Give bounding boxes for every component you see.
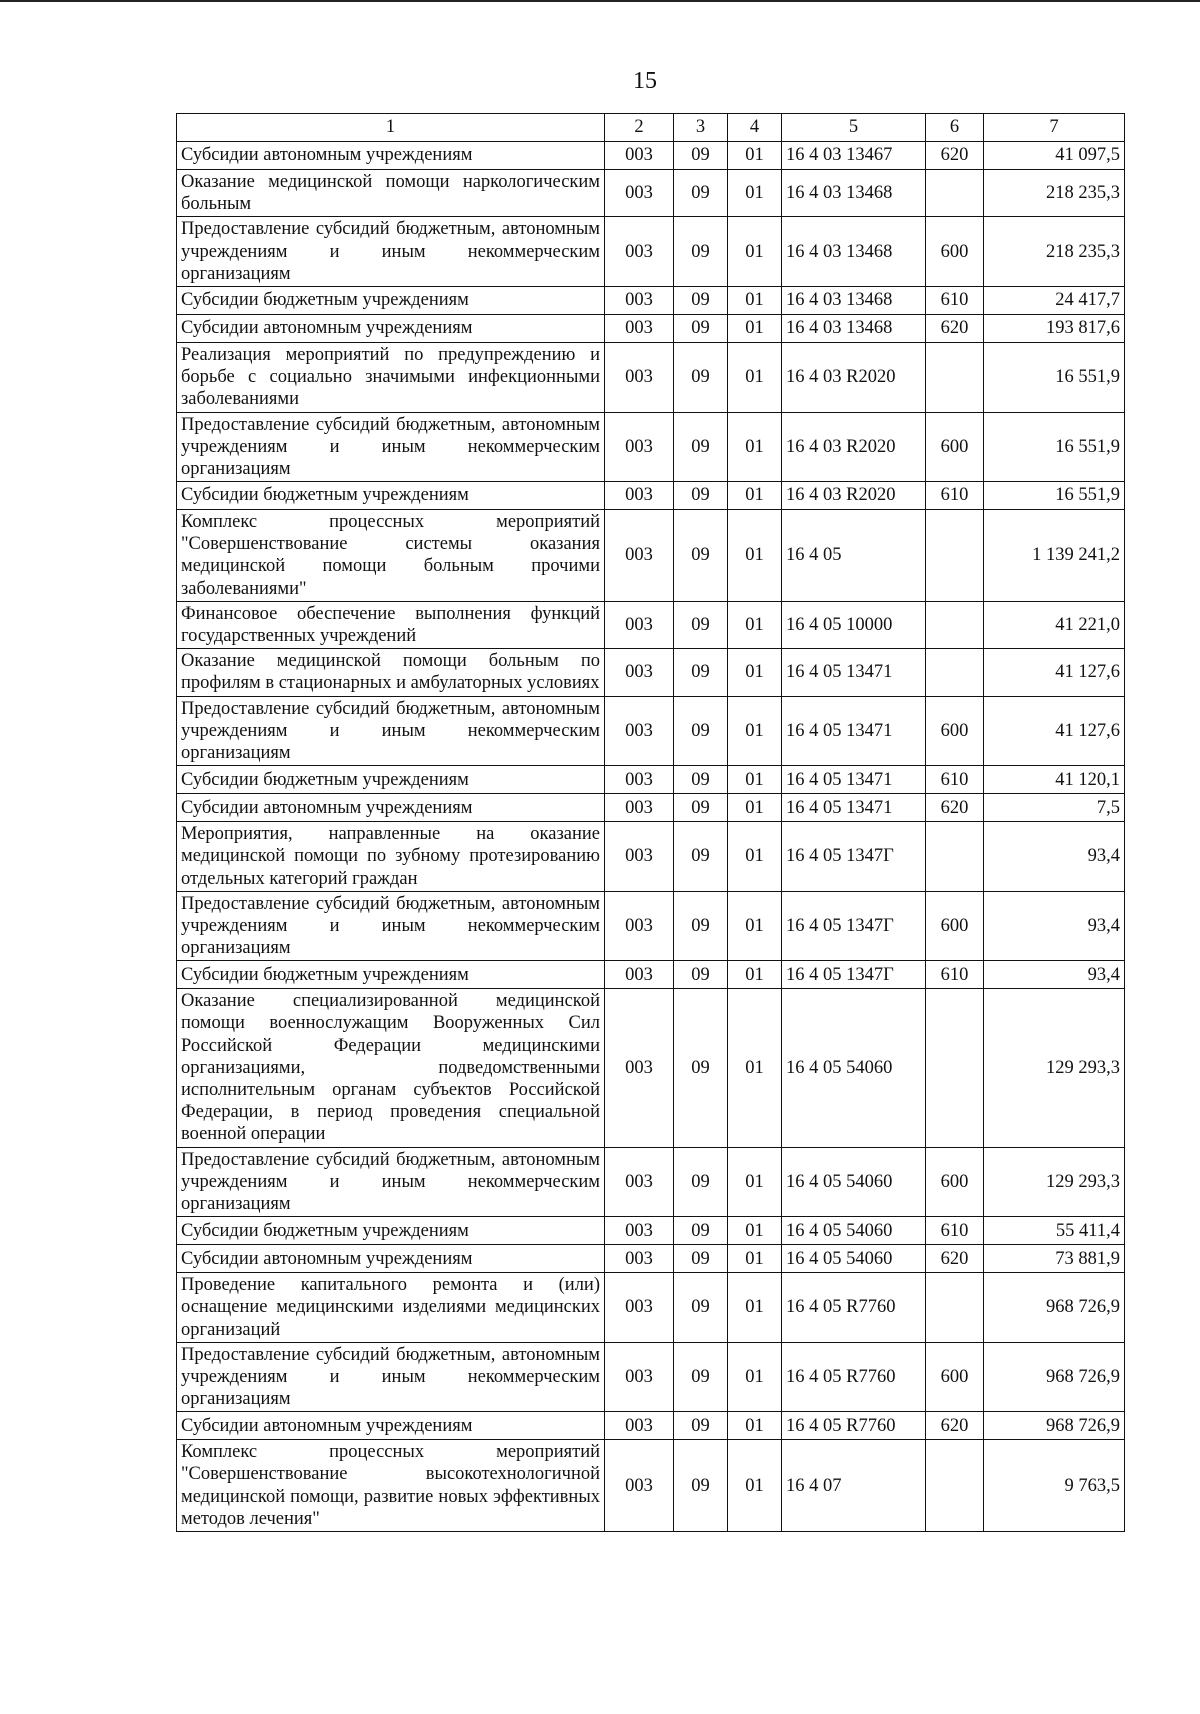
top-border-line xyxy=(0,0,1200,2)
row-col2-cell: 003 xyxy=(605,170,674,217)
table-row xyxy=(177,1412,1125,1440)
table-row xyxy=(177,1440,1125,1532)
row-col3-cell: 09 xyxy=(674,170,728,217)
row-col4-cell: 01 xyxy=(728,1342,782,1412)
row-col2-cell: 003 xyxy=(605,961,674,989)
row-amount-cell: 7,5 xyxy=(984,794,1125,822)
row-name-cell: Предоставление субсидий бюджетным, автономным учреждениям и иным некоммерческим организациям xyxy=(177,1147,605,1217)
row-col4-cell: 01 xyxy=(728,891,782,961)
row-col3-cell: 09 xyxy=(674,1217,728,1245)
row-col6-cell xyxy=(926,1440,984,1532)
row-code-cell: 16 4 03 13468 xyxy=(782,314,926,342)
row-name-cell: Субсидии автономным учреждениям xyxy=(177,794,605,822)
row-code-cell: 16 4 05 1347Г xyxy=(782,822,926,892)
table-row xyxy=(177,766,1125,794)
table-row xyxy=(177,217,1125,287)
row-col4-cell: 01 xyxy=(728,601,782,648)
row-col4-cell: 01 xyxy=(728,170,782,217)
row-col3-cell: 09 xyxy=(674,1147,728,1217)
row-col6-cell: 610 xyxy=(926,1217,984,1245)
column-header: 7 xyxy=(984,114,1125,142)
row-code-cell: 16 4 05 54060 xyxy=(782,989,926,1147)
row-col6-cell: 600 xyxy=(926,891,984,961)
row-col4-cell: 01 xyxy=(728,142,782,170)
row-col4-cell: 01 xyxy=(728,510,782,602)
row-col4-cell: 01 xyxy=(728,1245,782,1273)
row-name-cell: Субсидии бюджетным учреждениям xyxy=(177,286,605,314)
row-col3-cell: 09 xyxy=(674,142,728,170)
row-col3-cell: 09 xyxy=(674,794,728,822)
row-col4-cell: 01 xyxy=(728,314,782,342)
row-col2-cell: 003 xyxy=(605,601,674,648)
row-col4-cell: 01 xyxy=(728,766,782,794)
table-row xyxy=(177,510,1125,602)
row-code-cell: 16 4 03 13468 xyxy=(782,286,926,314)
row-col3-cell: 09 xyxy=(674,822,728,892)
row-amount-cell: 93,4 xyxy=(984,961,1125,989)
row-name-cell: Субсидии автономным учреждениям xyxy=(177,1245,605,1273)
row-code-cell: 16 4 03 13467 xyxy=(782,142,926,170)
row-amount-cell: 55 411,4 xyxy=(984,1217,1125,1245)
row-col2-cell: 003 xyxy=(605,1147,674,1217)
row-col6-cell xyxy=(926,649,984,696)
row-amount-cell: 41 120,1 xyxy=(984,766,1125,794)
row-col4-cell: 01 xyxy=(728,1217,782,1245)
table-row xyxy=(177,794,1125,822)
row-col3-cell: 09 xyxy=(674,601,728,648)
table-row xyxy=(177,342,1125,412)
column-header: 3 xyxy=(674,114,728,142)
table-row xyxy=(177,412,1125,482)
column-header: 1 xyxy=(177,114,605,142)
budget-table xyxy=(176,113,1125,1532)
row-amount-cell: 218 235,3 xyxy=(984,170,1125,217)
row-col4-cell: 01 xyxy=(728,822,782,892)
row-amount-cell: 16 551,9 xyxy=(984,482,1125,510)
row-name-cell: Предоставление субсидий бюджетным, автономным учреждениям и иным некоммерческим организациям xyxy=(177,696,605,766)
row-code-cell: 16 4 03 R2020 xyxy=(782,482,926,510)
row-col2-cell: 003 xyxy=(605,891,674,961)
row-name-cell: Комплекс процессных мероприятий "Совершенствование системы оказания медицинской помощи больным прочими заболеваниями" xyxy=(177,510,605,602)
row-code-cell: 16 4 03 13468 xyxy=(782,217,926,287)
row-col4-cell: 01 xyxy=(728,482,782,510)
table-row xyxy=(177,696,1125,766)
row-name-cell: Предоставление субсидий бюджетным, автономным учреждениям и иным некоммерческим организациям xyxy=(177,217,605,287)
row-amount-cell: 41 127,6 xyxy=(984,649,1125,696)
row-amount-cell: 968 726,9 xyxy=(984,1412,1125,1440)
row-col6-cell: 600 xyxy=(926,696,984,766)
row-col6-cell: 620 xyxy=(926,142,984,170)
row-code-cell: 16 4 03 13468 xyxy=(782,170,926,217)
table-row xyxy=(177,649,1125,696)
row-amount-cell: 73 881,9 xyxy=(984,1245,1125,1273)
row-amount-cell: 16 551,9 xyxy=(984,342,1125,412)
table-body xyxy=(177,142,1125,1532)
table-row xyxy=(177,1342,1125,1412)
row-col2-cell: 003 xyxy=(605,142,674,170)
row-name-cell: Оказание медицинской помощи больным по профилям в стационарных и амбулаторных условиях xyxy=(177,649,605,696)
table-header-row xyxy=(177,114,1125,142)
row-col2-cell: 003 xyxy=(605,510,674,602)
row-col2-cell: 003 xyxy=(605,1245,674,1273)
row-col3-cell: 09 xyxy=(674,286,728,314)
row-col3-cell: 09 xyxy=(674,482,728,510)
row-col4-cell: 01 xyxy=(728,1440,782,1532)
row-col6-cell: 610 xyxy=(926,482,984,510)
row-col2-cell: 003 xyxy=(605,696,674,766)
row-col6-cell: 620 xyxy=(926,1412,984,1440)
row-col6-cell: 610 xyxy=(926,286,984,314)
row-name-cell: Оказание специализированной медицинской помощи военнослужащим Вооруженных Сил Российской Федерации медицинскими организациями, подведомственными исполнительным органам субъектов Российской Федерации, в период проведения специальной военной операции xyxy=(177,989,605,1147)
row-amount-cell: 93,4 xyxy=(984,822,1125,892)
row-col4-cell: 01 xyxy=(728,1412,782,1440)
row-col2-cell: 003 xyxy=(605,1273,674,1343)
row-col6-cell: 620 xyxy=(926,794,984,822)
row-amount-cell: 9 763,5 xyxy=(984,1440,1125,1532)
row-col2-cell: 003 xyxy=(605,822,674,892)
row-col4-cell: 01 xyxy=(728,696,782,766)
row-col2-cell: 003 xyxy=(605,766,674,794)
table-row xyxy=(177,1245,1125,1273)
row-amount-cell: 93,4 xyxy=(984,891,1125,961)
row-col2-cell: 003 xyxy=(605,649,674,696)
table-row xyxy=(177,961,1125,989)
row-col2-cell: 003 xyxy=(605,1342,674,1412)
table-row xyxy=(177,891,1125,961)
row-name-cell: Оказание медицинской помощи наркологическим больным xyxy=(177,170,605,217)
row-code-cell: 16 4 05 1347Г xyxy=(782,961,926,989)
row-col2-cell: 003 xyxy=(605,217,674,287)
row-name-cell: Предоставление субсидий бюджетным, автономным учреждениям и иным некоммерческим организациям xyxy=(177,412,605,482)
row-amount-cell: 968 726,9 xyxy=(984,1342,1125,1412)
column-header: 2 xyxy=(605,114,674,142)
row-code-cell: 16 4 03 R2020 xyxy=(782,412,926,482)
row-code-cell: 16 4 05 13471 xyxy=(782,766,926,794)
row-amount-cell: 41 221,0 xyxy=(984,601,1125,648)
table-row xyxy=(177,822,1125,892)
table-row xyxy=(177,601,1125,648)
row-code-cell: 16 4 05 1347Г xyxy=(782,891,926,961)
row-code-cell: 16 4 05 R7760 xyxy=(782,1412,926,1440)
row-col6-cell xyxy=(926,989,984,1147)
row-amount-cell: 968 726,9 xyxy=(984,1273,1125,1343)
row-code-cell: 16 4 05 10000 xyxy=(782,601,926,648)
row-name-cell: Субсидии бюджетным учреждениям xyxy=(177,766,605,794)
row-col2-cell: 003 xyxy=(605,314,674,342)
row-code-cell: 16 4 05 R7760 xyxy=(782,1273,926,1343)
row-col2-cell: 003 xyxy=(605,1440,674,1532)
row-name-cell: Субсидии бюджетным учреждениям xyxy=(177,1217,605,1245)
table-row xyxy=(177,989,1125,1147)
table-row xyxy=(177,1147,1125,1217)
row-code-cell: 16 4 05 xyxy=(782,510,926,602)
row-amount-cell: 129 293,3 xyxy=(984,989,1125,1147)
row-name-cell: Реализация мероприятий по предупреждению и борьбе с социально значимыми инфекционными заболеваниями xyxy=(177,342,605,412)
row-col2-cell: 003 xyxy=(605,1412,674,1440)
row-col6-cell xyxy=(926,510,984,602)
row-amount-cell: 24 417,7 xyxy=(984,286,1125,314)
row-col3-cell: 09 xyxy=(674,989,728,1147)
row-name-cell: Комплекс процессных мероприятий "Совершенствование высокотехнологичной медицинской помощи, развитие новых эффективных методов лечения" xyxy=(177,1440,605,1532)
row-col4-cell: 01 xyxy=(728,989,782,1147)
row-amount-cell: 41 127,6 xyxy=(984,696,1125,766)
row-col4-cell: 01 xyxy=(728,794,782,822)
row-name-cell: Предоставление субсидий бюджетным, автономным учреждениям и иным некоммерческим организациям xyxy=(177,1342,605,1412)
row-col6-cell: 600 xyxy=(926,412,984,482)
column-header: 5 xyxy=(782,114,926,142)
row-col3-cell: 09 xyxy=(674,412,728,482)
row-name-cell: Субсидии бюджетным учреждениям xyxy=(177,961,605,989)
row-col6-cell: 620 xyxy=(926,1245,984,1273)
row-col6-cell: 600 xyxy=(926,1147,984,1217)
row-col2-cell: 003 xyxy=(605,1217,674,1245)
row-col3-cell: 09 xyxy=(674,1245,728,1273)
row-col6-cell xyxy=(926,342,984,412)
row-col3-cell: 09 xyxy=(674,342,728,412)
row-col3-cell: 09 xyxy=(674,510,728,602)
row-col6-cell xyxy=(926,1273,984,1343)
column-header: 6 xyxy=(926,114,984,142)
row-col2-cell: 003 xyxy=(605,286,674,314)
row-col6-cell xyxy=(926,170,984,217)
row-col3-cell: 09 xyxy=(674,1412,728,1440)
row-col2-cell: 003 xyxy=(605,482,674,510)
row-name-cell: Субсидии автономным учреждениям xyxy=(177,142,605,170)
row-col3-cell: 09 xyxy=(674,649,728,696)
row-code-cell: 16 4 05 13471 xyxy=(782,696,926,766)
row-col6-cell xyxy=(926,822,984,892)
row-col4-cell: 01 xyxy=(728,286,782,314)
row-col4-cell: 01 xyxy=(728,649,782,696)
row-code-cell: 16 4 05 R7760 xyxy=(782,1342,926,1412)
row-col3-cell: 09 xyxy=(674,1342,728,1412)
row-col4-cell: 01 xyxy=(728,1147,782,1217)
row-name-cell: Мероприятия, направленные на оказание медицинской помощи по зубному протезированию отдельных категорий граждан xyxy=(177,822,605,892)
row-col3-cell: 09 xyxy=(674,696,728,766)
row-col4-cell: 01 xyxy=(728,412,782,482)
table-row xyxy=(177,1217,1125,1245)
row-col3-cell: 09 xyxy=(674,1440,728,1532)
table-row xyxy=(177,142,1125,170)
row-col3-cell: 09 xyxy=(674,891,728,961)
row-col3-cell: 09 xyxy=(674,961,728,989)
column-header: 4 xyxy=(728,114,782,142)
row-amount-cell: 193 817,6 xyxy=(984,314,1125,342)
row-col6-cell: 600 xyxy=(926,1342,984,1412)
row-code-cell: 16 4 05 54060 xyxy=(782,1147,926,1217)
table-row xyxy=(177,482,1125,510)
table-row xyxy=(177,1273,1125,1343)
row-name-cell: Субсидии автономным учреждениям xyxy=(177,314,605,342)
row-amount-cell: 129 293,3 xyxy=(984,1147,1125,1217)
row-code-cell: 16 4 05 54060 xyxy=(782,1245,926,1273)
row-name-cell: Субсидии автономным учреждениям xyxy=(177,1412,605,1440)
row-col6-cell: 610 xyxy=(926,961,984,989)
row-name-cell: Предоставление субсидий бюджетным, автономным учреждениям и иным некоммерческим организациям xyxy=(177,891,605,961)
row-col2-cell: 003 xyxy=(605,989,674,1147)
row-amount-cell: 218 235,3 xyxy=(984,217,1125,287)
row-code-cell: 16 4 07 xyxy=(782,1440,926,1532)
row-col2-cell: 003 xyxy=(605,794,674,822)
row-col4-cell: 01 xyxy=(728,342,782,412)
row-code-cell: 16 4 05 54060 xyxy=(782,1217,926,1245)
row-col3-cell: 09 xyxy=(674,1273,728,1343)
row-name-cell: Проведение капитального ремонта и (или) оснащение медицинскими изделиями медицинских организаций xyxy=(177,1273,605,1343)
row-col6-cell: 610 xyxy=(926,766,984,794)
row-col4-cell: 01 xyxy=(728,961,782,989)
row-code-cell: 16 4 05 13471 xyxy=(782,649,926,696)
row-col6-cell: 620 xyxy=(926,314,984,342)
row-col2-cell: 003 xyxy=(605,412,674,482)
table-row xyxy=(177,170,1125,217)
row-col3-cell: 09 xyxy=(674,217,728,287)
table-row xyxy=(177,286,1125,314)
table-row xyxy=(177,314,1125,342)
page-number: 15 xyxy=(633,68,657,94)
row-col4-cell: 01 xyxy=(728,1273,782,1343)
row-col2-cell: 003 xyxy=(605,342,674,412)
row-amount-cell: 41 097,5 xyxy=(984,142,1125,170)
row-code-cell: 16 4 03 R2020 xyxy=(782,342,926,412)
row-col3-cell: 09 xyxy=(674,766,728,794)
row-amount-cell: 16 551,9 xyxy=(984,412,1125,482)
row-col6-cell: 600 xyxy=(926,217,984,287)
row-amount-cell: 1 139 241,2 xyxy=(984,510,1125,602)
row-col4-cell: 01 xyxy=(728,217,782,287)
row-name-cell: Субсидии бюджетным учреждениям xyxy=(177,482,605,510)
row-name-cell: Финансовое обеспечение выполнения функций государственных учреждений xyxy=(177,601,605,648)
row-code-cell: 16 4 05 13471 xyxy=(782,794,926,822)
row-col3-cell: 09 xyxy=(674,314,728,342)
row-col6-cell xyxy=(926,601,984,648)
